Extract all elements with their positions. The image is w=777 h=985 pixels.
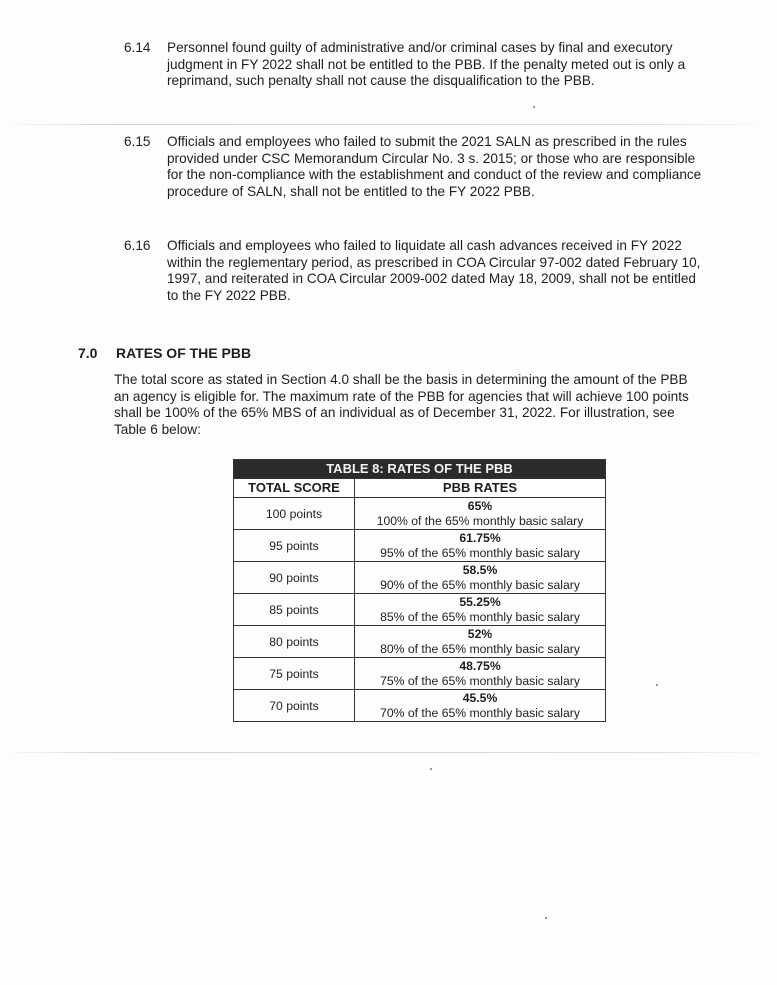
scan-speck	[533, 106, 535, 108]
scan-speck	[656, 684, 658, 686]
table-row	[234, 498, 606, 530]
rate-percent: 52%	[467, 626, 493, 641]
score-cell: 75 points	[234, 658, 355, 690]
item-text: Personnel found guilty of administrative and/or criminal cases by final and executory judgment in FY 2022 shall not be entitled to the PBB. If the penalty meted out is only a reprimand, such penalty shall not cause the disqualification to the PBB.	[167, 40, 686, 89]
score-cell: 70 points	[234, 690, 355, 722]
rate-cell	[355, 690, 606, 722]
rate-percent: 61.75%	[459, 530, 501, 545]
scan-speck	[430, 768, 432, 770]
table-row	[234, 690, 606, 722]
rate-percent: 58.5%	[462, 562, 498, 577]
item-text: Officials and employees who failed to liquidate all cash advances received in FY 2022 within the reglementary period, as prescribed in COA Circular 97-002 dated February 10, 1997, and reiterated in COA Circular 2009-002 dated May 18, 2009, shall not be entitled to the FY 2022 PBB.	[167, 238, 701, 303]
rate-description: 85% of the 65% monthly basic salary	[380, 609, 580, 624]
item-number: 6.16	[124, 238, 151, 253]
rate-cell	[355, 498, 606, 530]
rate-percent: 55.25%	[459, 594, 501, 609]
column-header-rates: PBB RATES	[355, 479, 606, 498]
rate-description: 100% of the 65% monthly basic salary	[376, 513, 584, 528]
rate-description: 70% of the 65% monthly basic salary	[380, 705, 580, 720]
table-row	[234, 594, 606, 626]
score-cell: 100 points	[234, 498, 355, 530]
table-title: TABLE 8: RATES OF THE PBB	[234, 460, 606, 479]
score-cell: 85 points	[234, 594, 355, 626]
table-row	[234, 626, 606, 658]
column-header-score: TOTAL SCORE	[234, 479, 355, 498]
section-paragraph: The total score as stated in Section 4.0 shall be the basis in determining the amount of the PBB an agency is eligible for. The maximum rate of the PBB for agencies that will achieve 100 points shall be 100% of the 65% MBS of an individual as of December 31, 2022. For illustration, see Table 6 below:	[114, 372, 689, 437]
rates-table	[233, 459, 606, 722]
item-number: 6.15	[124, 134, 151, 149]
score-cell: 95 points	[234, 530, 355, 562]
score-cell: 80 points	[234, 626, 355, 658]
rate-cell	[355, 626, 606, 658]
rate-cell	[355, 658, 606, 690]
page-fold-line	[0, 124, 777, 125]
item-number: 6.14	[124, 40, 151, 55]
list-item-6-16	[124, 238, 704, 304]
rate-description: 80% of the 65% monthly basic salary	[380, 641, 580, 656]
list-item-6-14	[124, 40, 704, 90]
rate-description: 95% of the 65% monthly basic salary	[380, 545, 580, 560]
list-item-6-15	[124, 134, 704, 200]
rate-description: 90% of the 65% monthly basic salary	[380, 577, 580, 592]
score-cell: 90 points	[234, 562, 355, 594]
table-row	[234, 658, 606, 690]
rate-cell	[355, 562, 606, 594]
rate-percent: 65%	[467, 498, 493, 513]
section-title: RATES OF THE PBB	[116, 345, 252, 361]
section-number: 7.0	[78, 345, 98, 361]
rate-cell	[355, 594, 606, 626]
scan-speck	[545, 917, 547, 919]
item-text: Officials and employees who failed to submit the 2021 SALN as prescribed in the rules provided under CSC Memorandum Circular No. 3 s. 2015; or those who are responsible for the non-compliance with the establishment and conduct of the review and compliance procedure of SALN, shall not be entitled to the FY 2022 PBB.	[167, 134, 702, 199]
rate-description: 75% of the 65% monthly basic salary	[380, 673, 580, 688]
rate-cell	[355, 530, 606, 562]
rate-percent: 45.5%	[462, 690, 498, 705]
table-row	[234, 562, 606, 594]
rate-percent: 48.75%	[459, 658, 501, 673]
table-row	[234, 530, 606, 562]
section-heading	[78, 345, 251, 361]
page-fold-line	[0, 752, 777, 753]
